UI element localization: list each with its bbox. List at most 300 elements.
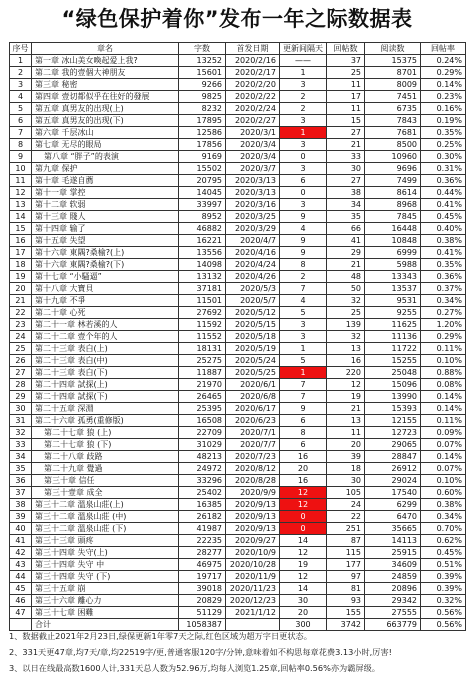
- reply-rate: 0.45%: [421, 211, 466, 223]
- row-index: 26: [10, 355, 32, 367]
- table-row: [10, 415, 466, 427]
- publish-date: 2020/5/18: [226, 331, 280, 343]
- publish-date: 2020/7/23: [226, 451, 280, 463]
- table-row: [10, 367, 466, 379]
- table-row: [10, 79, 466, 91]
- chapter-name: 第二十八章 歧路: [32, 451, 179, 463]
- reply-count: 13: [327, 343, 365, 355]
- read-count: 7451: [365, 91, 421, 103]
- read-count: 11625: [365, 319, 421, 331]
- table-row: [10, 379, 466, 391]
- notes: [9, 628, 469, 676]
- row-index: 41: [10, 535, 32, 547]
- read-count: 15096: [365, 379, 421, 391]
- reply-count: 220: [327, 367, 365, 379]
- update-interval: 12: [280, 487, 327, 499]
- publish-date: 2020/3/4: [226, 139, 280, 151]
- read-count: 28847: [365, 451, 421, 463]
- publish-date: 2020/9/13: [226, 523, 280, 535]
- table-row: [10, 535, 466, 547]
- publish-date: 2020/8/12: [226, 463, 280, 475]
- publish-date: 2020/5/3: [226, 283, 280, 295]
- reply-count: 19: [327, 391, 365, 403]
- chapter-name: 第十七章 “小騷逼”: [32, 271, 179, 283]
- word-count: 33997: [179, 199, 226, 211]
- publish-date: 2020/9/27: [226, 535, 280, 547]
- reply-count: 155: [327, 607, 365, 619]
- row-index: 28: [10, 379, 32, 391]
- word-count: 39018: [179, 583, 226, 595]
- row-index: 45: [10, 583, 32, 595]
- read-count: 20896: [365, 583, 421, 595]
- reply-count: 24: [327, 499, 365, 511]
- table-row: [10, 211, 466, 223]
- reply-rate: 0.14%: [421, 451, 466, 463]
- note-1: 1、数据截止2021年2月23日,绿保更新1年零7天之际,红色区域为超万字日更状态。: [9, 631, 312, 641]
- chapter-name: 第五章 真男友的出现(下): [32, 115, 179, 127]
- read-count: 11722: [365, 343, 421, 355]
- reply-rate: 0.14%: [421, 403, 466, 415]
- read-count: 15375: [365, 55, 421, 67]
- reply-rate: 0.39%: [421, 571, 466, 583]
- col-header-date: 首发日期: [226, 43, 280, 55]
- reply-count: 115: [327, 547, 365, 559]
- chapter-name: 第二十六章 孤勇(重修版): [32, 415, 179, 427]
- reply-count: 177: [327, 559, 365, 571]
- read-count: 25048: [365, 367, 421, 379]
- read-count: 34609: [365, 559, 421, 571]
- word-count: 25402: [179, 487, 226, 499]
- publish-date: 2020/5/19: [226, 343, 280, 355]
- word-count: 17895: [179, 115, 226, 127]
- publish-date: 2020/3/25: [226, 211, 280, 223]
- read-count: 7845: [365, 211, 421, 223]
- reply-rate: 0.35%: [421, 259, 466, 271]
- reply-count: 139: [327, 319, 365, 331]
- reply-rate: 0.30%: [421, 151, 466, 163]
- row-index: 8: [10, 139, 32, 151]
- row-index: 31: [10, 415, 32, 427]
- table-row: [10, 547, 466, 559]
- table-row: [10, 103, 466, 115]
- word-count: 11501: [179, 295, 226, 307]
- total-reply-rate: 0.56%: [421, 619, 466, 631]
- update-interval: 9: [280, 403, 327, 415]
- reply-count: 87: [327, 535, 365, 547]
- reply-count: 27: [327, 175, 365, 187]
- table-row: [10, 463, 466, 475]
- reply-count: 35: [327, 211, 365, 223]
- row-index: 18: [10, 259, 32, 271]
- table-row: [10, 295, 466, 307]
- chapter-name: 第九章 保护: [32, 163, 179, 175]
- chapter-name: 第三十四章 失守 中: [32, 559, 179, 571]
- reply-count: 38: [327, 187, 365, 199]
- reply-rate: 0.44%: [421, 187, 466, 199]
- word-count: 25395: [179, 403, 226, 415]
- reply-rate: 0.09%: [421, 427, 466, 439]
- update-interval: 5: [280, 355, 327, 367]
- read-count: 15393: [365, 403, 421, 415]
- row-index: 42: [10, 547, 32, 559]
- read-count: 10960: [365, 151, 421, 163]
- word-count: 9169: [179, 151, 226, 163]
- publish-date: 2020/2/17: [226, 67, 280, 79]
- read-count: 7681: [365, 127, 421, 139]
- reply-rate: 0.27%: [421, 307, 466, 319]
- col-header-words: 字数: [179, 43, 226, 55]
- row-index: 23: [10, 319, 32, 331]
- row-index: 12: [10, 187, 32, 199]
- total-reads: 663779: [365, 619, 421, 631]
- publish-date: 2020/9/13: [226, 499, 280, 511]
- chapter-name: 第二十四章 試探(上): [32, 379, 179, 391]
- table-row: [10, 115, 466, 127]
- table-row: [10, 499, 466, 511]
- publish-date: 2020/7/7: [226, 439, 280, 451]
- reply-count: 81: [327, 583, 365, 595]
- chapter-name: 第三十四章 失守 (下): [32, 571, 179, 583]
- word-count: 15502: [179, 163, 226, 175]
- row-index: 44: [10, 571, 32, 583]
- update-interval: 1: [280, 343, 327, 355]
- update-interval: 0: [280, 187, 327, 199]
- table-body: [10, 55, 466, 619]
- update-interval: 1: [280, 127, 327, 139]
- chapter-name: 第二十三章 表白(中): [32, 355, 179, 367]
- read-count: 9531: [365, 295, 421, 307]
- reply-rate: 0.08%: [421, 379, 466, 391]
- reply-count: 21: [327, 403, 365, 415]
- read-count: 27555: [365, 607, 421, 619]
- table-row: [10, 247, 466, 259]
- chapter-name: 第三十章 信任: [32, 475, 179, 487]
- update-interval: 19: [280, 559, 327, 571]
- reply-rate: 0.11%: [421, 343, 466, 355]
- publish-date: 2020/6/8: [226, 391, 280, 403]
- table-row: [10, 607, 466, 619]
- publish-date: 2020/5/24: [226, 355, 280, 367]
- chapter-name: 第二十三章 表白(下): [32, 367, 179, 379]
- read-count: 29024: [365, 475, 421, 487]
- reply-rate: 0.40%: [421, 223, 466, 235]
- chapter-name: 第三十二章 溫泉山莊 (下): [32, 523, 179, 535]
- chapter-name: 第三十七章 困難: [32, 607, 179, 619]
- update-interval: 3: [280, 199, 327, 211]
- update-interval: 1: [280, 67, 327, 79]
- row-index: 37: [10, 487, 32, 499]
- chapter-name: 第十章 毛遂自薦: [32, 175, 179, 187]
- chapter-name: 第四章 壹切都似乎在往好的發展: [32, 91, 179, 103]
- reply-count: 21: [327, 139, 365, 151]
- word-count: 22235: [179, 535, 226, 547]
- reply-rate: 0.41%: [421, 247, 466, 259]
- publish-date: 2020/9/13: [226, 511, 280, 523]
- table-row: [10, 67, 466, 79]
- update-interval: 6: [280, 415, 327, 427]
- reply-rate: 0.36%: [421, 271, 466, 283]
- publish-date: 2020/8/28: [226, 475, 280, 487]
- update-interval: 7: [280, 283, 327, 295]
- publish-date: 2020/3/16: [226, 199, 280, 211]
- word-count: 24972: [179, 463, 226, 475]
- table-row: [10, 451, 466, 463]
- read-count: 12155: [365, 415, 421, 427]
- chapter-name: 第三十三章 頭疼: [32, 535, 179, 547]
- reply-count: 48: [327, 271, 365, 283]
- row-index: 40: [10, 523, 32, 535]
- row-index: 29: [10, 391, 32, 403]
- update-interval: 2: [280, 103, 327, 115]
- chapter-name: 第一章 冰山美女喚起爱上我?: [32, 55, 179, 67]
- word-count: 8232: [179, 103, 226, 115]
- row-index: 9: [10, 151, 32, 163]
- reply-count: 20: [327, 439, 365, 451]
- update-interval: 30: [280, 595, 327, 607]
- reply-count: 30: [327, 475, 365, 487]
- chapter-name: 第三十二章 溫泉山莊 (中): [32, 511, 179, 523]
- reply-rate: 0.60%: [421, 487, 466, 499]
- publish-date: 2020/5/12: [226, 307, 280, 319]
- col-header-reply-rate: 回帖率: [421, 43, 466, 55]
- update-interval: 9: [280, 235, 327, 247]
- word-count: 31029: [179, 439, 226, 451]
- row-index: 1: [10, 55, 32, 67]
- update-interval: 0: [280, 523, 327, 535]
- table-row: [10, 511, 466, 523]
- total-replies: 3742: [327, 619, 365, 631]
- reply-rate: 0.10%: [421, 355, 466, 367]
- publish-date: 2020/6/23: [226, 415, 280, 427]
- row-index: 10: [10, 163, 32, 175]
- update-interval: 20: [280, 463, 327, 475]
- row-index: 15: [10, 223, 32, 235]
- publish-date: 2020/2/20: [226, 79, 280, 91]
- word-count: 17856: [179, 139, 226, 151]
- row-index: 21: [10, 295, 32, 307]
- row-index: 17: [10, 247, 32, 259]
- note-2: 2、331天更47章,均7天/章,均22519字/更,普通客服120字/分钟,意味着如不构思每章花费3.13小时,厉害!: [9, 647, 392, 657]
- row-index: 19: [10, 271, 32, 283]
- reply-count: 66: [327, 223, 365, 235]
- read-count: 12723: [365, 427, 421, 439]
- read-count: 13343: [365, 271, 421, 283]
- word-count: 14098: [179, 259, 226, 271]
- row-index: 6: [10, 115, 32, 127]
- table-row: [10, 235, 466, 247]
- reply-count: 30: [327, 163, 365, 175]
- update-interval: 8: [280, 259, 327, 271]
- reply-count: 21: [327, 259, 365, 271]
- publish-date: 2020/11/9: [226, 571, 280, 583]
- chapter-name: 第六章 千层冰山: [32, 127, 179, 139]
- row-index: 22: [10, 307, 32, 319]
- read-count: 26912: [365, 463, 421, 475]
- reply-rate: 0.32%: [421, 595, 466, 607]
- update-interval: 7: [280, 379, 327, 391]
- read-count: 24859: [365, 571, 421, 583]
- data-table: [9, 42, 466, 631]
- read-count: 8500: [365, 139, 421, 151]
- reply-rate: 0.10%: [421, 475, 466, 487]
- reply-count: 39: [327, 451, 365, 463]
- table-row: [10, 439, 466, 451]
- chapter-name: 第二十章 心死: [32, 307, 179, 319]
- reply-rate: 0.07%: [421, 463, 466, 475]
- chapter-name: 第二十五章 深淵: [32, 403, 179, 415]
- word-count: 8952: [179, 211, 226, 223]
- reply-count: 32: [327, 331, 365, 343]
- col-header-reads: 阅读数: [365, 43, 421, 55]
- update-interval: 3: [280, 115, 327, 127]
- row-index: 36: [10, 475, 32, 487]
- chapter-name: 第八章 “胖子”的表演: [32, 151, 179, 163]
- chapter-name: 第三章 秘密: [32, 79, 179, 91]
- update-interval: 7: [280, 391, 327, 403]
- chapter-name: 第五章 真男友的出现(上): [32, 103, 179, 115]
- word-count: 46975: [179, 559, 226, 571]
- word-count: 19717: [179, 571, 226, 583]
- word-count: 33296: [179, 475, 226, 487]
- row-index: 33: [10, 439, 32, 451]
- publish-date: 2020/5/7: [226, 295, 280, 307]
- reply-rate: 0.31%: [421, 163, 466, 175]
- chapter-name: 第十八章 大寶貝: [32, 283, 179, 295]
- update-interval: 9: [280, 211, 327, 223]
- table-row: [10, 307, 466, 319]
- read-count: 16448: [365, 223, 421, 235]
- read-count: 10848: [365, 235, 421, 247]
- publish-date: 2020/4/16: [226, 247, 280, 259]
- reply-rate: 0.38%: [421, 235, 466, 247]
- chapter-name: 第三十四章 失守(上): [32, 547, 179, 559]
- word-count: 22709: [179, 427, 226, 439]
- publish-date: 2020/4/24: [226, 259, 280, 271]
- table-row: [10, 151, 466, 163]
- table-row: [10, 175, 466, 187]
- publish-date: 2020/3/13: [226, 187, 280, 199]
- table-row: [10, 583, 466, 595]
- chapter-name: 第三十五章 崩: [32, 583, 179, 595]
- col-header-replies: 回帖数: [327, 43, 365, 55]
- reply-rate: 0.19%: [421, 115, 466, 127]
- update-interval: 12: [280, 499, 327, 511]
- publish-date: 2020/4/7: [226, 235, 280, 247]
- word-count: 11887: [179, 367, 226, 379]
- update-interval: 16: [280, 475, 327, 487]
- read-count: 8701: [365, 67, 421, 79]
- chapter-name: 第十四章 输了: [32, 223, 179, 235]
- reply-count: 22: [327, 511, 365, 523]
- read-count: 8009: [365, 79, 421, 91]
- word-count: 16221: [179, 235, 226, 247]
- word-count: 11592: [179, 319, 226, 331]
- reply-count: 32: [327, 295, 365, 307]
- word-count: 37181: [179, 283, 226, 295]
- update-interval: 8: [280, 427, 327, 439]
- reply-rate: 0.70%: [421, 523, 466, 535]
- row-index: 13: [10, 199, 32, 211]
- chapter-name: 第二十一章 林若溪的人: [32, 319, 179, 331]
- update-interval: 5: [280, 307, 327, 319]
- word-count: 13132: [179, 271, 226, 283]
- total-label: 合计: [32, 619, 179, 631]
- row-index: 7: [10, 127, 32, 139]
- table-row: [10, 55, 466, 67]
- reply-rate: 0.07%: [421, 439, 466, 451]
- row-index: 11: [10, 175, 32, 187]
- reply-rate: 0.11%: [421, 415, 466, 427]
- read-count: 13990: [365, 391, 421, 403]
- reply-rate: 0.16%: [421, 103, 466, 115]
- reply-count: 27: [327, 127, 365, 139]
- reply-count: 93: [327, 595, 365, 607]
- table-row: [10, 355, 466, 367]
- word-count: 13556: [179, 247, 226, 259]
- word-count: 16508: [179, 415, 226, 427]
- word-count: 9266: [179, 79, 226, 91]
- table-row: [10, 427, 466, 439]
- reply-count: 29: [327, 247, 365, 259]
- table-row: [10, 259, 466, 271]
- row-index: 24: [10, 331, 32, 343]
- word-count: 15601: [179, 67, 226, 79]
- row-index: 39: [10, 511, 32, 523]
- update-interval: 4: [280, 223, 327, 235]
- table-row: [10, 343, 466, 355]
- row-index: 2: [10, 67, 32, 79]
- total-words: 1058387: [179, 619, 226, 631]
- word-count: 51129: [179, 607, 226, 619]
- reply-rate: 0.37%: [421, 283, 466, 295]
- update-interval: 4: [280, 295, 327, 307]
- update-interval: 2: [280, 271, 327, 283]
- word-count: 11552: [179, 331, 226, 343]
- table-row: [10, 403, 466, 415]
- reply-rate: 0.34%: [421, 511, 466, 523]
- read-count: 7843: [365, 115, 421, 127]
- chapter-name: 第二十三章 表白(上): [32, 343, 179, 355]
- reply-rate: 0.56%: [421, 607, 466, 619]
- table-row: [10, 283, 466, 295]
- publish-date: 2020/2/22: [226, 91, 280, 103]
- chapter-name: 第二十九章 覺過: [32, 463, 179, 475]
- publish-date: 2020/4/26: [226, 271, 280, 283]
- table-row: [10, 319, 466, 331]
- publish-date: 2020/12/23: [226, 595, 280, 607]
- read-count: 6299: [365, 499, 421, 511]
- update-interval: 3: [280, 319, 327, 331]
- row-index: 5: [10, 103, 32, 115]
- reply-rate: 0.24%: [421, 55, 466, 67]
- reply-count: 12: [327, 379, 365, 391]
- read-count: 17540: [365, 487, 421, 499]
- update-interval: 20: [280, 607, 327, 619]
- update-interval: 2: [280, 91, 327, 103]
- reply-rate: 0.62%: [421, 535, 466, 547]
- word-count: 16385: [179, 499, 226, 511]
- read-count: 6470: [365, 511, 421, 523]
- read-count: 9255: [365, 307, 421, 319]
- publish-date: 2020/9/9: [226, 487, 280, 499]
- reply-count: 18: [327, 463, 365, 475]
- reply-rate: 0.38%: [421, 499, 466, 511]
- chapter-name: 第十六章 東隅?桑榆?(上): [32, 247, 179, 259]
- read-count: 29065: [365, 439, 421, 451]
- table-row: [10, 271, 466, 283]
- reply-rate: 0.39%: [421, 583, 466, 595]
- update-interval: 16: [280, 451, 327, 463]
